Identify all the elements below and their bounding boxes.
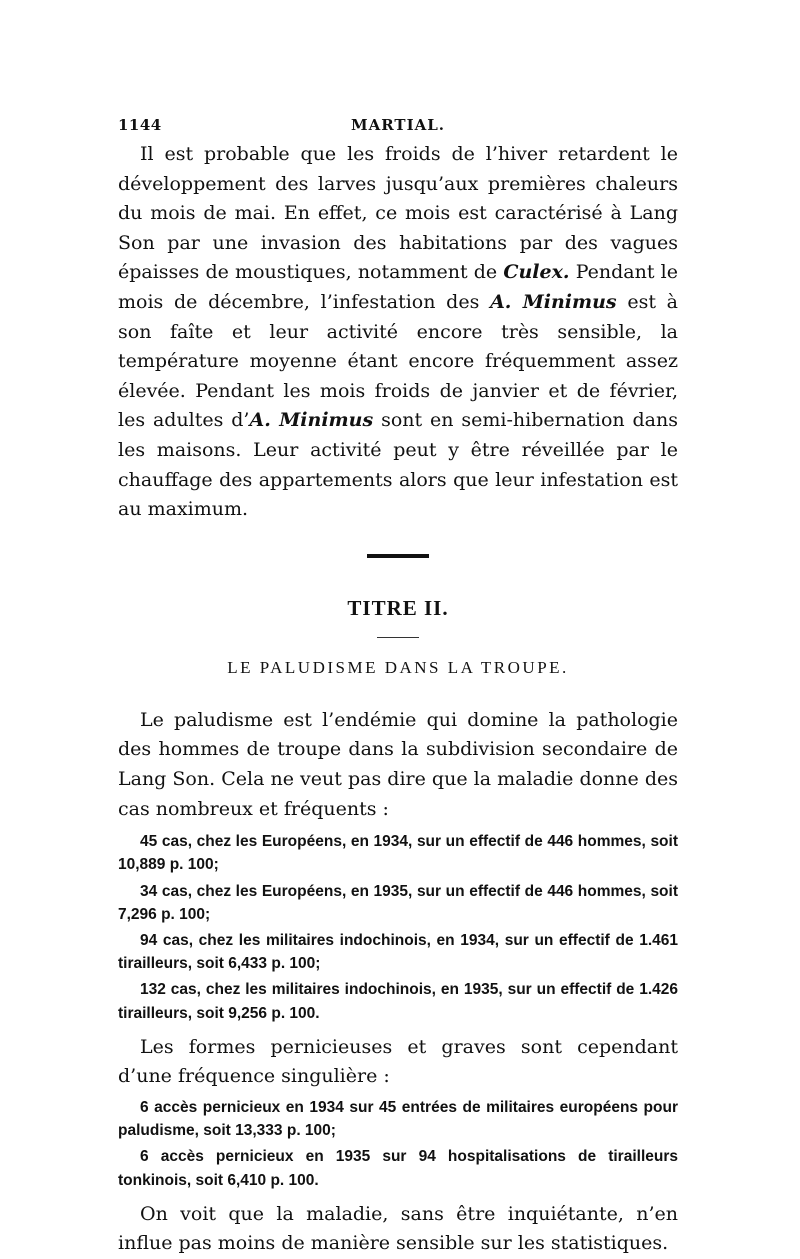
italic-species-minimus: A. Minimus	[249, 409, 374, 432]
book-page	[118, 112, 678, 1259]
italic-species-minimus: A. Minimus	[490, 290, 617, 313]
paragraph-pernicious: Les formes pernicieuses et graves sont cependant d’une fréquence singulière :	[118, 1035, 678, 1088]
stat-line: 132 cas, chez les militaires indochinois, en 1935, sur un effectif de 1.426 tirailleurs, soit 9,256 p. 100.	[118, 981, 678, 1022]
text-segment: Il est probable que les froids de l’hiver retardent le développement des larves jusqu’aux premières chaleurs du mois de mai. En effet, ce mois est caractérisé à Lang Son par une invasion des habitations par des vagues épaisses de moustiques, notamment de	[118, 143, 678, 284]
paragraph-intro: Le paludisme est l’endémie qui domine la pathologie des hommes de troupe dans la subdivision secondaire de Lang Son. Cela ne veut pas dire que la maladie donne des cas nombreux et fréquents :	[118, 708, 678, 820]
pernicious-line: 6 accès pernicieux en 1934 sur 45 entrées de militaires européens pour paludisme, soit 13,333 p. 100;	[118, 1098, 678, 1140]
pernicious-line: 6 accès pernicieux en 1935 sur 94 hospitalisations de tirailleurs tonkinois, soit 6,410 p. 100.	[118, 1148, 678, 1189]
running-title: MARTIAL.	[350, 116, 446, 134]
paragraph-conclusion: On voit que la maladie, sans être inquiétante, n’en influe pas moins de manière sensible sur les statistiques.	[118, 1202, 678, 1255]
stat-line: 45 cas, chez les Européens, en 1934, sur un effectif de 446 hommes, soit 10,889 p. 100;	[118, 833, 678, 874]
stat-line: 94 cas, chez les militaires indochinois, en 1934, sur un effectif de 1.461 tirailleurs, soit 6,433 p. 100;	[118, 931, 678, 973]
section-title: TITRE II.	[347, 595, 449, 620]
text-segment: Pendant le mois de décembre, l’infestation des	[118, 261, 678, 313]
page-number: 1144	[118, 116, 162, 134]
running-head	[118, 112, 678, 140]
text-segment: sont en semi-hibernation dans les maisons. Leur activité peut y être réveillée par le chauffage des appartements alors que leur infestation est au maximum.	[118, 409, 678, 521]
section-subtitle: LE PALUDISME DANS LA TROUPE.	[227, 657, 569, 677]
italic-species-culex: Culex.	[503, 261, 570, 284]
section-divider	[367, 554, 429, 558]
text-segment: est à son faîte et leur activité encore très sensible, la température moyenne étant encore fréquemment assez élevée. Pendant les mois froids de janvier et de février, les adultes d’	[118, 290, 678, 432]
title-underline	[377, 637, 419, 638]
stat-line: 34 cas, chez les Européens, en 1935, sur un effectif de 446 hommes, soit 7,296 p. 100;	[118, 882, 678, 923]
paragraph-larvae	[118, 140, 678, 525]
